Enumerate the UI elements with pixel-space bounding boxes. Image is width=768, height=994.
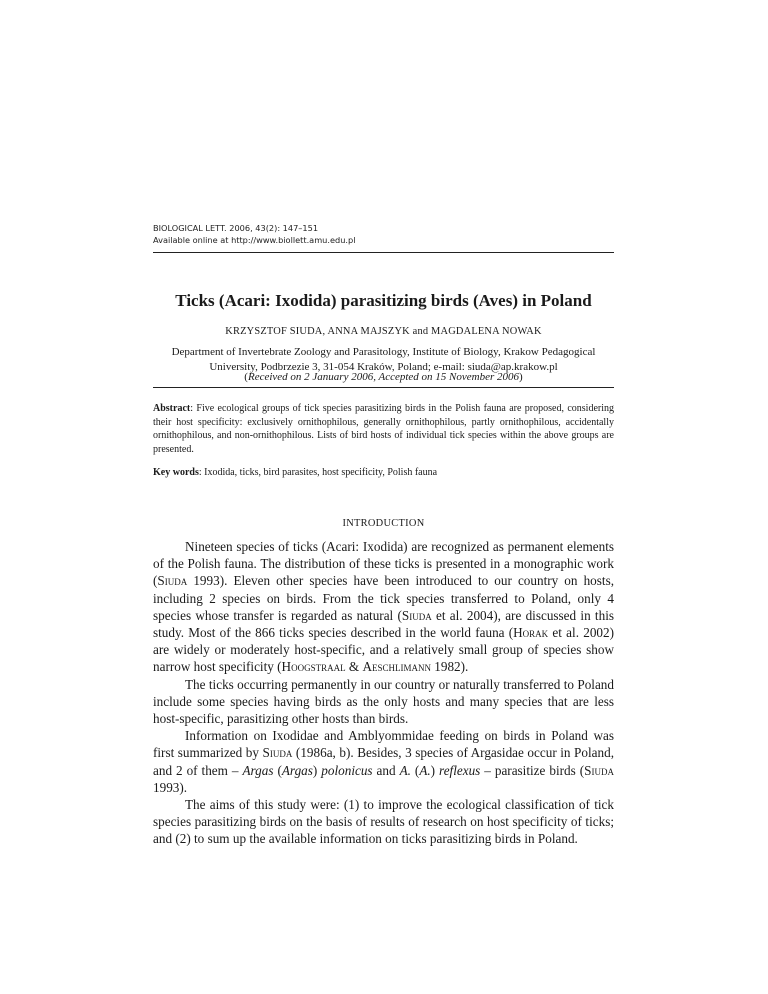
paragraph-3 xyxy=(153,727,614,796)
text-run: – parasitize birds ( xyxy=(480,762,585,778)
citation-author: Aeschlimann xyxy=(362,659,431,675)
text-run: Nineteen species of ticks (Acari: Ixodida) are recognized as permanent elements of the Polish fauna. The distribution of these ticks is presented in a monographic work ( xyxy=(153,539,614,589)
journal-citation: BIOLOGICAL LETT. 2006, 43(2): 147–151 xyxy=(153,223,319,233)
text-run: 1982). xyxy=(430,659,469,675)
author-list: KRZYSZTOF SIUDA, ANNA MAJSZYK and MAGDALENA NOWAK xyxy=(225,326,542,337)
header-rule xyxy=(153,252,614,253)
journal-header xyxy=(153,222,355,246)
text-run: 1993). xyxy=(153,779,188,795)
text-run: ( xyxy=(273,762,282,778)
text-run: (1986a, b). Besides, 3 species of Argasidae occur in Poland, and 2 of them – xyxy=(153,745,614,778)
abstract-text: : Five ecological groups of tick species parasitizing birds in the Polish fauna are proposed, considering their host specificity: exclusively ornithophilous, generally ornithophilous, partly ornithophilous, accidentally ornithophilous, and non-ornithophilous. Lists of bird hosts of individual tick species within the above groups are presented. xyxy=(153,403,614,455)
text-run: ) xyxy=(312,762,322,778)
section-heading: INTRODUCTION xyxy=(342,518,425,529)
species-name: polonicus xyxy=(321,762,373,778)
text-run: Information on Ixodidae and Amblyommidae feeding on birds in Poland was first summarized by xyxy=(153,728,614,761)
abstract xyxy=(153,402,614,456)
subgenus-name: Argas xyxy=(281,762,313,778)
text-run: et al. 2002) are widely or moderately host-specific, and a relatively small group of species show narrow host specificity ( xyxy=(153,625,614,675)
citation-author: Hoogstraal xyxy=(281,659,346,675)
abstract-rule xyxy=(153,387,614,388)
citation-author: Siuda xyxy=(401,607,432,623)
species-name: reflexus xyxy=(439,762,481,778)
affiliation: Department of Invertebrate Zoology and Parasitology, Institute of Biology, Krakow Pedagogical University, Podbrzezie 3, 31-054 Kraków, Poland; e-mail: siuda@ap.krakow.pl xyxy=(171,346,596,373)
paragraph-1 xyxy=(153,538,614,676)
text-run: 1993). Eleven other species have been introduced to our country on hosts, including 2 species on birds. From the tick species transferred to Poland, only 4 species whose transfer is regarded as natural ( xyxy=(153,573,614,623)
keywords xyxy=(153,467,614,478)
citation-author: Siuda xyxy=(262,745,293,761)
journal-online-link[interactable]: Available online at http://www.biollett.amu.edu.pl xyxy=(153,235,356,245)
keywords-text: : Ixodida, ticks, bird parasites, host specificity, Polish fauna xyxy=(198,467,438,478)
subgenus-abbrev: A. xyxy=(419,762,431,778)
genus-name: Argas xyxy=(242,762,274,778)
paragraph-2: The ticks occurring permanently in our country or naturally transferred to Poland include some species having birds as the only hosts and many species that are less host-specific, parasitizing other hosts than birds. xyxy=(153,676,614,727)
citation-author: Horak xyxy=(513,625,549,641)
keywords-label: Key words xyxy=(153,467,199,478)
received-text: Received on 2 January 2006, Accepted on 15 November 2006 xyxy=(247,371,520,383)
citation-author: Siuda xyxy=(584,762,614,778)
received-dates xyxy=(153,371,614,383)
abstract-label: Abstract xyxy=(153,403,191,414)
text-run: ) xyxy=(430,762,440,778)
text-run: et al. 2004), are discussed in this study. Most of the 866 ticks species described in the world fauna ( xyxy=(153,607,614,641)
introduction-body xyxy=(153,538,614,848)
received-close-paren: ) xyxy=(519,371,523,383)
received-open-paren: ( xyxy=(244,371,248,383)
citation-author: Siuda xyxy=(157,573,188,589)
genus-abbrev: A. xyxy=(399,762,411,778)
paragraph-4: The aims of this study were: (1) to improve the ecological classification of tick species parasitizing birds on the basis of results of research on host specificity of ticks; and (2) to sum up the available information on ticks parasitizing birds in Poland. xyxy=(153,797,614,847)
text-run: ( xyxy=(410,762,420,778)
article-title: Ticks (Acari: Ixodida) parasitizing birds (Aves) in Poland xyxy=(175,291,592,310)
text-run: & xyxy=(345,659,363,675)
text-run: and xyxy=(372,762,400,778)
